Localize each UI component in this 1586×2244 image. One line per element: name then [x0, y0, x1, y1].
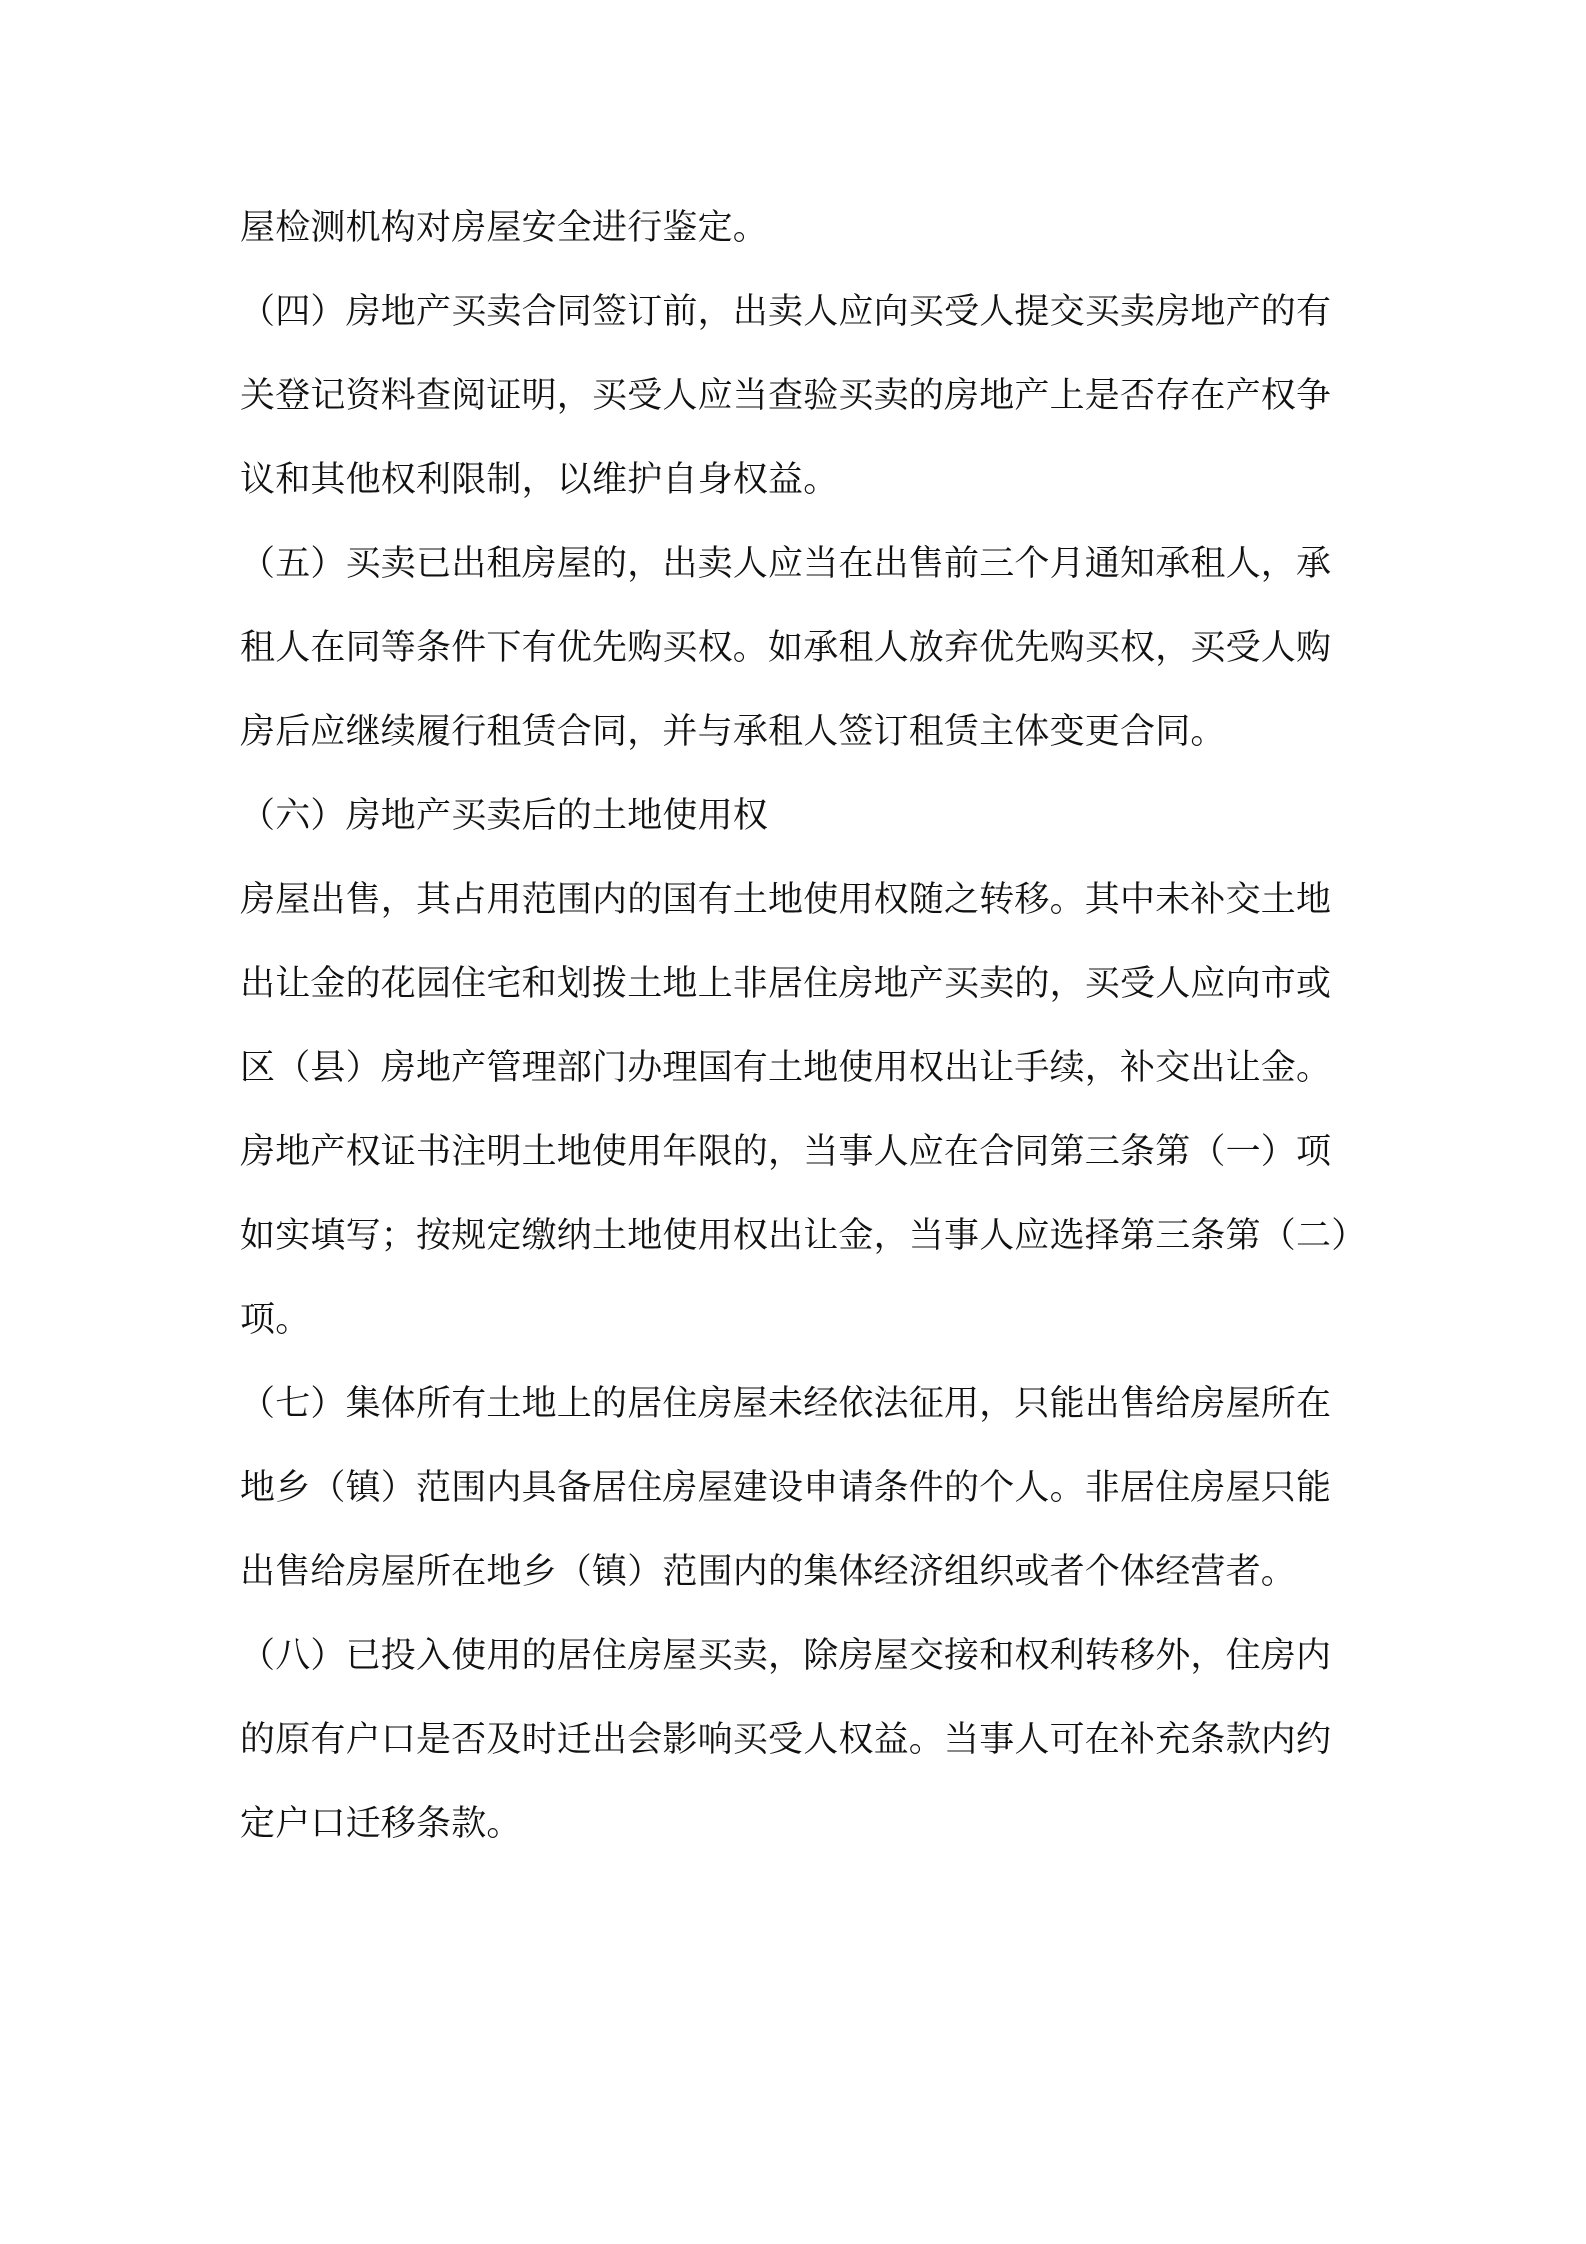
paragraph-land-transfer: 房屋出售，其占用范围内的国有土地使用权随之转移。其中未补交土地出让金的花园住宅和划拨土地上非居住房地产买卖的，买受人应向市或区（县）房地产管理部门办理国有土地使用权出让手续，补交出让金。 — [240, 880, 1332, 1088]
paragraph-land-term: 房地产权证书注明土地使用年限的，当事人应在合同第三条第（一）项如实填写；按规定缴纳土地使用权出让金，当事人应选择第三条第（二）项。 — [240, 1132, 1349, 1340]
paragraph-clause-7: （七）集体所有土地上的居住房屋未经依法征用，只能出售给房屋所在地乡（镇）范围内具备居住房屋建设申请条件的个人。非居住房屋只能出售给房屋所在地乡（镇）范围内的集体经济组织或者个体经营者。 — [240, 1384, 1332, 1592]
paragraph-clause-5: （五）买卖已出租房屋的，出卖人应当在出售前三个月通知承租人，承租人在同等条件下有优先购买权。如承租人放弃优先购买权，买受人购房后应继续履行租赁合同，并与承租人签订租赁主体变更合同。 — [240, 544, 1332, 752]
document-body — [240, 186, 1360, 1866]
paragraph-continuation: 屋检测机构对房屋安全进行鉴定。 — [240, 208, 769, 248]
paragraph-clause-6-heading: （六）房地产买卖后的土地使用权 — [240, 796, 769, 836]
paragraph-clause-8: （八）已投入使用的居住房屋买卖，除房屋交接和权利转移外，住房内的原有户口是否及时迁出会影响买受人权益。当事人可在补充条款内约定户口迁移条款。 — [240, 1636, 1332, 1844]
paragraph-clause-4: （四）房地产买卖合同签订前，出卖人应向买受人提交买卖房地产的有关登记资料查阅证明，买受人应当查验买卖的房地产上是否存在产权争议和其他权利限制，以维护自身权益。 — [240, 292, 1332, 500]
